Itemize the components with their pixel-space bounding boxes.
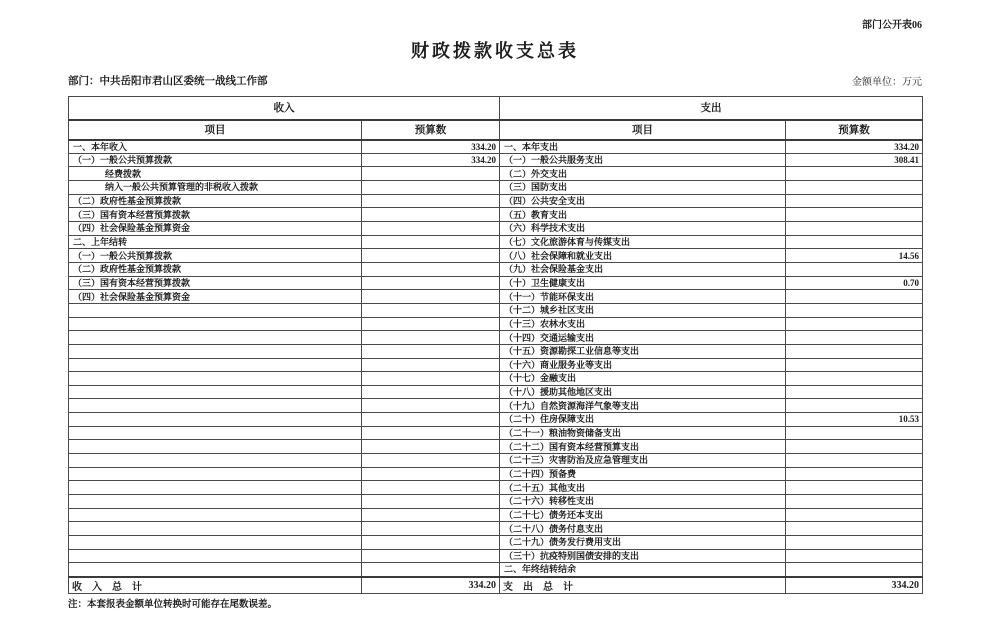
income-item-value (362, 467, 500, 481)
income-item-label (69, 399, 362, 413)
expense-total-value: 334.20 (786, 577, 923, 594)
expense-item-label: （二十九）债务发行费用支出 (500, 536, 786, 550)
expense-item-value (786, 290, 923, 304)
income-item-label (69, 440, 362, 454)
expense-item-label: （十四）交通运输支出 (500, 331, 786, 345)
income-item-value (362, 440, 500, 454)
table-row (69, 495, 923, 509)
expense-item-value (786, 221, 923, 235)
expense-item-value (786, 426, 923, 440)
expense-item-label: （十二）城乡社区支出 (500, 303, 786, 317)
table-row (69, 303, 923, 317)
table-row (69, 153, 923, 167)
income-item-value (362, 194, 500, 208)
expense-item-label: （二十一）粮油物资储备支出 (500, 426, 786, 440)
department-label: 部门：中共岳阳市君山区委统一战线工作部 (68, 76, 268, 87)
expense-item-label: （二十）住房保障支出 (500, 413, 786, 427)
income-item-label: （三）国有资本经营预算拨款 (69, 208, 362, 222)
expense-item-value: 0.70 (786, 276, 923, 290)
expense-total-label: 支 出 总 计 (500, 577, 786, 594)
expense-item-label: （十七）金融支出 (500, 372, 786, 386)
expense-item-value (786, 194, 923, 208)
expense-item-label: （四）公共安全支出 (500, 194, 786, 208)
income-item-label (69, 303, 362, 317)
income-item-label (69, 358, 362, 372)
expense-item-label: （十八）援助其他地区支出 (500, 385, 786, 399)
expense-item-value: 10.53 (786, 413, 923, 427)
table-body (69, 140, 923, 577)
income-item-value (362, 399, 500, 413)
income-item-value (362, 563, 500, 577)
income-item-value (362, 481, 500, 495)
income-total-value: 334.20 (362, 577, 500, 594)
expense-item-label: （二十七）债务还本支出 (500, 508, 786, 522)
income-item-value (362, 180, 500, 194)
income-item-label (69, 413, 362, 427)
expense-item-label: （十六）商业服务业等支出 (500, 358, 786, 372)
expense-item-label: （一）一般公共服务支出 (500, 153, 786, 167)
total-row (69, 577, 923, 594)
income-item-value (362, 344, 500, 358)
expense-item-value (786, 399, 923, 413)
expense-item-label: （七）文化旅游体育与传媒支出 (500, 235, 786, 249)
income-item-label: 经费拨款 (69, 167, 362, 181)
income-item-value (362, 303, 500, 317)
expense-item-value (786, 440, 923, 454)
table-row (69, 221, 923, 235)
income-item-label (69, 344, 362, 358)
table-row (69, 180, 923, 194)
table-row (69, 194, 923, 208)
expense-item-value (786, 467, 923, 481)
income-item-label (69, 467, 362, 481)
income-item-label: 纳入一般公共预算管理的非税收入拨款 (69, 180, 362, 194)
table-row (69, 399, 923, 413)
table-row (69, 249, 923, 263)
income-item-label (69, 426, 362, 440)
table-row (69, 208, 923, 222)
meta-row (68, 73, 922, 88)
budget-table (68, 96, 923, 594)
table-row (69, 385, 923, 399)
table-row (69, 331, 923, 345)
table-row (69, 235, 923, 249)
income-item-value: 334.20 (362, 153, 500, 167)
income-item-value (362, 385, 500, 399)
income-item-label (69, 372, 362, 386)
income-item-label (69, 331, 362, 345)
expense-item-value: 334.20 (786, 140, 923, 154)
income-item-label (69, 495, 362, 509)
expense-item-value (786, 522, 923, 536)
expense-item-label: （十五）资源勘探工业信息等支出 (500, 344, 786, 358)
income-item-label (69, 536, 362, 550)
page-title: 财政拨款收支总表 (411, 41, 579, 61)
income-item-column-header: 项目 (69, 120, 362, 140)
section-header-row (69, 97, 923, 120)
table-row (69, 290, 923, 304)
income-item-value (362, 413, 500, 427)
income-item-label: （三）国有资本经营预算拨款 (69, 276, 362, 290)
income-item-label: （四）社会保险基金预算资金 (69, 221, 362, 235)
expense-item-value (786, 235, 923, 249)
income-item-value (362, 331, 500, 345)
expense-item-value (786, 208, 923, 222)
income-item-label: （二）政府性基金预算拨款 (69, 194, 362, 208)
expense-item-label: （十一）节能环保支出 (500, 290, 786, 304)
income-item-value (362, 208, 500, 222)
income-item-value (362, 262, 500, 276)
income-budget-column-header: 预算数 (362, 120, 500, 140)
expense-item-label: （三十）抗疫特别国债安排的支出 (500, 549, 786, 563)
expense-item-value (786, 481, 923, 495)
expense-item-label: （五）教育支出 (500, 208, 786, 222)
income-item-value (362, 249, 500, 263)
expense-item-label: （十九）自然资源海洋气象等支出 (500, 399, 786, 413)
footnote: 注：本套报表金额单位转换时可能存在尾数误差。 (68, 600, 278, 610)
expense-item-value (786, 549, 923, 563)
unit-label: 金额单位：万元 (852, 77, 922, 88)
table-row (69, 467, 923, 481)
column-header-row (69, 120, 923, 140)
expense-item-label: （二十五）其他支出 (500, 481, 786, 495)
expense-item-label: （二十二）国有资本经营预算支出 (500, 440, 786, 454)
expense-item-label: （八）社会保障和就业支出 (500, 249, 786, 263)
income-item-value (362, 276, 500, 290)
income-item-label (69, 385, 362, 399)
table-row (69, 140, 923, 154)
expense-item-label: （二十八）债务付息支出 (500, 522, 786, 536)
table-row (69, 413, 923, 427)
expense-item-label: （九）社会保险基金支出 (500, 262, 786, 276)
income-item-label (69, 522, 362, 536)
table-row (69, 549, 923, 563)
income-item-label: （四）社会保险基金预算资金 (69, 290, 362, 304)
income-item-label (69, 454, 362, 468)
table-row (69, 440, 923, 454)
table-row (69, 167, 923, 181)
expense-item-label: （二十四）预备费 (500, 467, 786, 481)
table-row (69, 508, 923, 522)
income-section-header: 收入 (69, 97, 500, 120)
expense-item-label: （二）外交支出 (500, 167, 786, 181)
expense-item-value (786, 385, 923, 399)
expense-budget-column-header: 预算数 (786, 120, 923, 140)
income-item-value (362, 536, 500, 550)
income-item-value (362, 522, 500, 536)
income-item-value (362, 426, 500, 440)
income-item-label: （一）一般公共预算拨款 (69, 249, 362, 263)
expense-item-label: （二十六）转移性支出 (500, 495, 786, 509)
expense-item-label: （二十三）灾害防治及应急管理支出 (500, 454, 786, 468)
expense-item-value (786, 536, 923, 550)
expense-item-value (786, 262, 923, 276)
income-item-label (69, 549, 362, 563)
table-row (69, 481, 923, 495)
table-row (69, 522, 923, 536)
income-item-value (362, 495, 500, 509)
table-row (69, 276, 923, 290)
income-item-value (362, 372, 500, 386)
table-row (69, 372, 923, 386)
expense-item-value (786, 344, 923, 358)
expense-item-value: 308.41 (786, 153, 923, 167)
expense-item-value (786, 495, 923, 509)
income-item-value (362, 549, 500, 563)
income-item-label (69, 317, 362, 331)
table-row (69, 426, 923, 440)
expense-item-value (786, 167, 923, 181)
income-item-value (362, 221, 500, 235)
table-row (69, 536, 923, 550)
expense-item-column-header: 项目 (500, 120, 786, 140)
expense-section-header: 支出 (500, 97, 923, 120)
income-item-value (362, 235, 500, 249)
income-item-value (362, 454, 500, 468)
income-total-label: 收 入 总 计 (69, 577, 362, 594)
income-item-label (69, 481, 362, 495)
expense-item-value (786, 317, 923, 331)
expense-item-label: （十三）农林水支出 (500, 317, 786, 331)
expense-item-label: 二、年终结转结余 (500, 563, 786, 577)
table-row (69, 563, 923, 577)
table-row (69, 358, 923, 372)
expense-item-value (786, 454, 923, 468)
income-item-label: （一）一般公共预算拨款 (69, 153, 362, 167)
income-item-value (362, 290, 500, 304)
table-row (69, 454, 923, 468)
expense-item-value (786, 303, 923, 317)
income-item-value (362, 358, 500, 372)
expense-item-value (786, 563, 923, 577)
income-item-label: （二）政府性基金预算拨款 (69, 262, 362, 276)
expense-item-label: 一、本年支出 (500, 140, 786, 154)
table-row (69, 344, 923, 358)
expense-item-label: （六）科学技术支出 (500, 221, 786, 235)
doc-code: 部门公开表06 (862, 20, 922, 31)
income-item-value (362, 317, 500, 331)
income-item-value (362, 508, 500, 522)
table-row (69, 317, 923, 331)
expense-item-value (786, 358, 923, 372)
income-item-value: 334.20 (362, 140, 500, 154)
income-item-label: 一、本年收入 (69, 140, 362, 154)
income-item-value (362, 167, 500, 181)
income-item-label: 二、上年结转 (69, 235, 362, 249)
expense-item-label: （三）国防支出 (500, 180, 786, 194)
income-item-label (69, 563, 362, 577)
table-row (69, 262, 923, 276)
expense-item-value (786, 180, 923, 194)
expense-item-value (786, 508, 923, 522)
income-item-label (69, 508, 362, 522)
expense-item-value (786, 331, 923, 345)
expense-item-value: 14.56 (786, 249, 923, 263)
expense-item-label: （十）卫生健康支出 (500, 276, 786, 290)
expense-item-value (786, 372, 923, 386)
